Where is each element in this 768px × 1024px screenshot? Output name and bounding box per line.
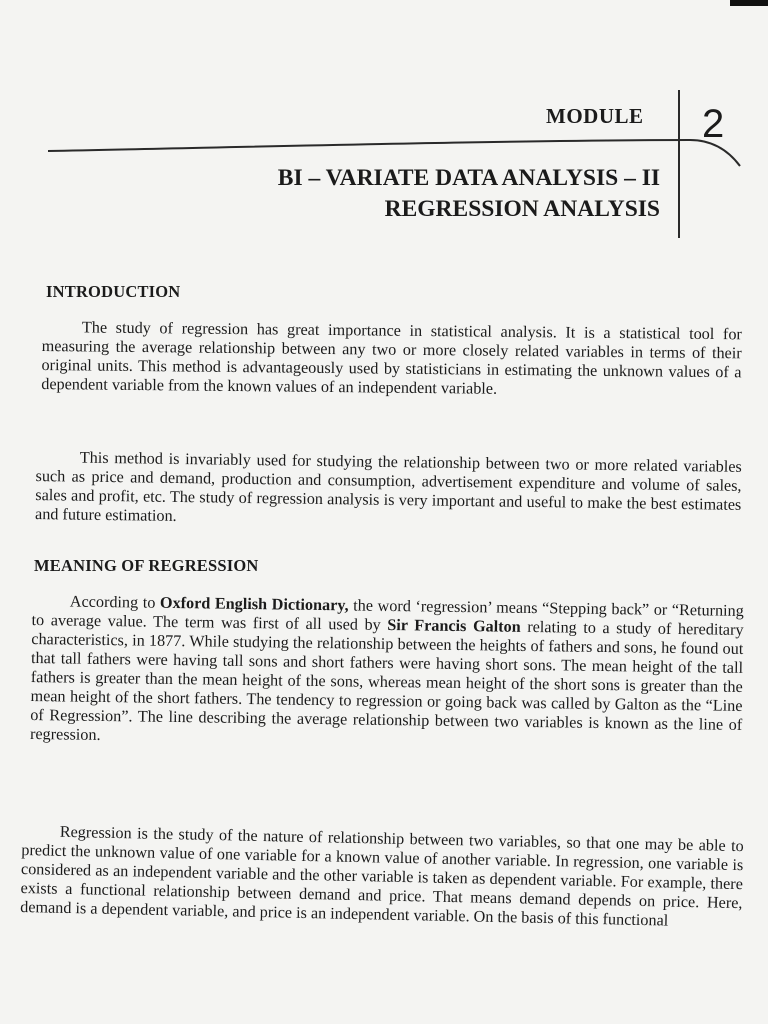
module-label: MODULE <box>546 104 644 128</box>
meaning-paragraph-2: Regression is the study of the nature of relationship between two variables, so that one may be able to predict the unknown value of one variable for a known value of another variable. In regression, one variable is considered as an independent variable and the other variable is taken as dependent variable. For example, there exists a functional relationship between demand and price. That means demand depends on price. Here, demand is a dependent variable, and price is an independent variable. On the basis of this functional <box>20 822 744 930</box>
section-heading-introduction: INTRODUCTION <box>46 282 181 301</box>
section-heading-meaning: MEANING OF REGRESSION <box>34 556 259 575</box>
chapter-title-line1: BI – VARIATE DATA ANALYSIS – II <box>277 165 660 191</box>
header-vertical-rule <box>678 90 680 238</box>
text-run: According to <box>69 592 161 612</box>
chapter-title-line2: REGRESSION ANALYSIS <box>384 196 660 222</box>
meaning-paragraph-1 <box>30 592 744 754</box>
introduction-paragraph-2: This method is invariably used for studying the relationship between two or more related variables such as price and demand, production and consumption, advertisement expenditure and volume of sales, sales and profit, etc. The study of regression analysis is very important and useful to make the best estimates and future estimation. <box>34 448 742 525</box>
text-run: relating to a study of hereditary characteristics, in 1877. While studying the relationship between the heights of fathers and sons, he found out that tall fathers were having tall sons and short fathers were having short sons. The mean height of the tall fathers is greater than the mean height of the sons, whereas mean height of the short sons is greater than the mean height of the short fathers. The tendency to regression or going back was called by Galton as the “Line of Regression”. The line describing the average relationship between two variables is known as the line of regression. <box>29 617 744 744</box>
text-run: the word ‘regression’ means “Stepping back” or “Returning to average value. The term was first of all used by <box>31 596 744 634</box>
term-oxford-dictionary: Oxford English Dictionary, <box>159 593 349 615</box>
module-number: 2 <box>702 102 725 146</box>
term-francis-galton: Sir Francis Galton <box>387 615 521 636</box>
introduction-paragraph-1: The study of regression has great importance in statistical analysis. It is a statistical tool for measuring the average relationship between any two or more closely related variables in terms of their original units. This method is advantageously used by statisticians in estimating the unknown values of a dependent variable from the known values of an independent variable. <box>41 318 742 398</box>
